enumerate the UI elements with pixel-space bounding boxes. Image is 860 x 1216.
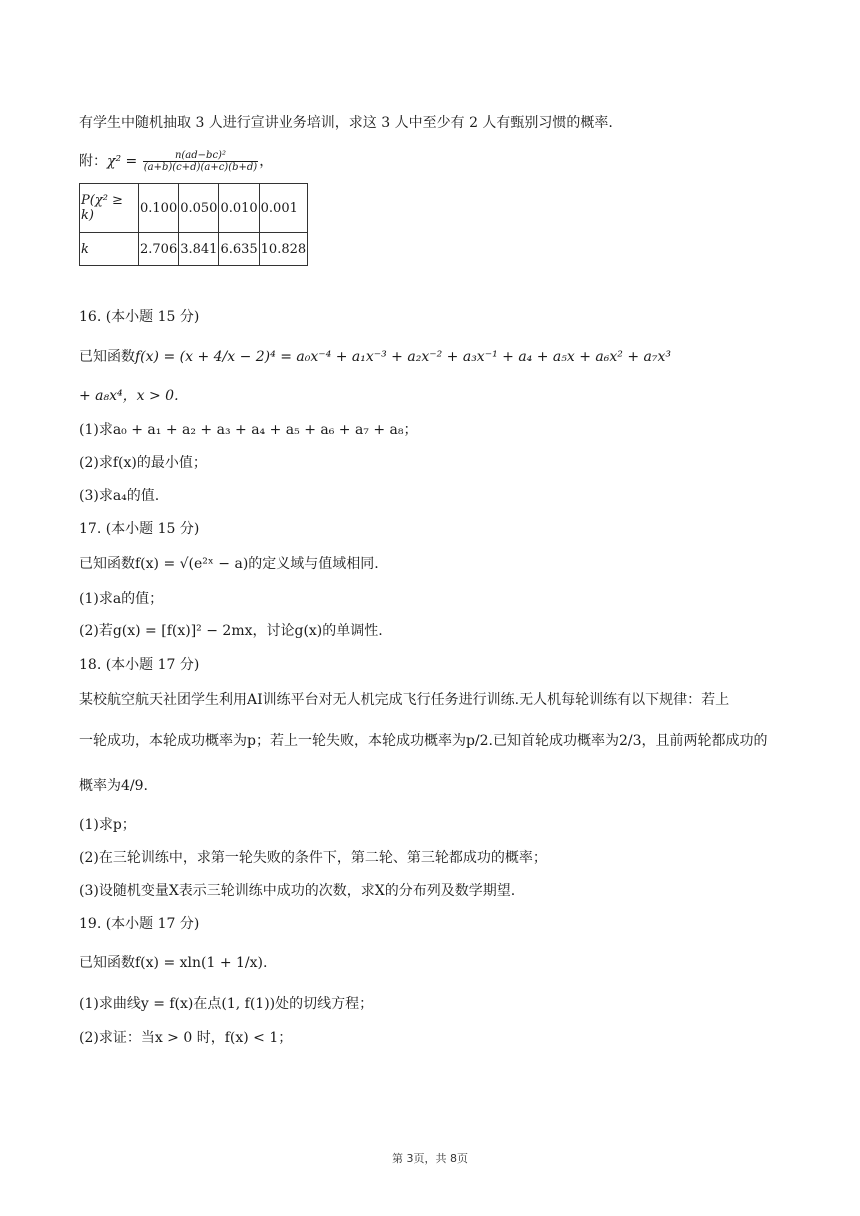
q18-header: 18. (本小题 17 分)	[79, 657, 200, 673]
q16-stem-math: f(x) = (x + 4/x − 2)⁴ = a₀x⁻⁴ + a₁x⁻³ + a₂x⁻² + a₃x⁻¹ + a₄ + a₅x + a₆x² + a₇x³	[135, 349, 671, 365]
q15-appendix-formula	[79, 150, 273, 173]
table-row	[80, 184, 308, 233]
table-cell: 6.635	[219, 233, 259, 266]
appendix-label: 附：	[79, 153, 107, 170]
table-cell: 2.706	[139, 233, 179, 266]
q19-part-1: (1)求曲线y = f(x)在点(1, f(1))处的切线方程；	[79, 996, 374, 1012]
formula-tail: ，	[259, 153, 274, 170]
q18-stem-line1: 某校航空航天社团学生利用AI训练平台对无人机完成飞行任务进行训练.无人机每轮训练有以下规律：若上	[79, 692, 730, 708]
q15-continuation: 有学生中随机抽取 3 人进行宣讲业务培训，求这 3 人中至少有 2 人有甄别习惯的概率.	[79, 115, 613, 131]
q18-part-2: (2)在三轮训练中，求第一轮失败的条件下，第二轮、第三轮都成功的概率；	[79, 850, 547, 866]
table-cell: 0.050	[179, 184, 219, 233]
q17-part-2: (2)若g(x) = [f(x)]² − 2mx，讨论g(x)的单调性.	[79, 623, 383, 639]
page-footer: 第 3页，共 8页	[392, 1152, 468, 1165]
q17-header: 17. (本小题 15 分)	[79, 521, 200, 537]
q16-part-3: (3)求a₄的值.	[79, 488, 160, 504]
fraction-denominator: (a+b)(c+d)(a+c)(b+d)	[143, 162, 258, 173]
table-cell: 0.010	[219, 184, 259, 233]
q16-stem-line2: + a₈x⁴，x > 0.	[79, 388, 179, 404]
q16-stem-prefix: 已知函数	[79, 349, 135, 365]
critical-value-table	[79, 183, 308, 266]
table-row-label: k	[80, 233, 139, 266]
table-row-label: P(χ² ≥ k)	[80, 184, 139, 233]
q18-part-1: (1)求p；	[79, 817, 136, 833]
table-cell: 3.841	[179, 233, 219, 266]
fraction-numerator: n(ad−bc)²	[143, 150, 258, 162]
q19-stem: 已知函数f(x) = xln(1 + 1/x).	[79, 955, 268, 971]
q19-part-2: (2)求证：当x > 0 时，f(x) < 1；	[79, 1030, 293, 1046]
q18-stem-line2: 一轮成功，本轮成功概率为p；若上一轮失败，本轮成功概率为p/2.已知首轮成功概率为2/3，且前两轮都成功的	[79, 733, 768, 749]
table-cell: 0.001	[259, 184, 308, 233]
chi-square-fraction	[143, 150, 258, 173]
chi-square-lhs: χ² =	[107, 153, 142, 170]
table-row	[80, 233, 308, 266]
q16-stem-line1	[79, 347, 671, 367]
table-cell: 10.828	[259, 233, 308, 266]
table-cell: 0.100	[139, 184, 179, 233]
q16-header: 16. (本小题 15 分)	[79, 309, 200, 325]
q17-stem: 已知函数f(x) = √(e²ˣ − a)的定义域与值域相同.	[79, 556, 379, 572]
q19-header: 19. (本小题 17 分)	[79, 916, 200, 932]
q18-part-3: (3)设随机变量X表示三轮训练中成功的次数，求X的分布列及数学期望.	[79, 883, 516, 899]
q18-stem-line3: 概率为4/9.	[79, 778, 148, 794]
q16-part-2: (2)求f(x)的最小值；	[79, 455, 207, 471]
q17-part-1: (1)求a的值；	[79, 591, 164, 607]
q16-part-1: (1)求a₀ + a₁ + a₂ + a₃ + a₄ + a₅ + a₆ + a₇ + a₈；	[79, 422, 418, 438]
